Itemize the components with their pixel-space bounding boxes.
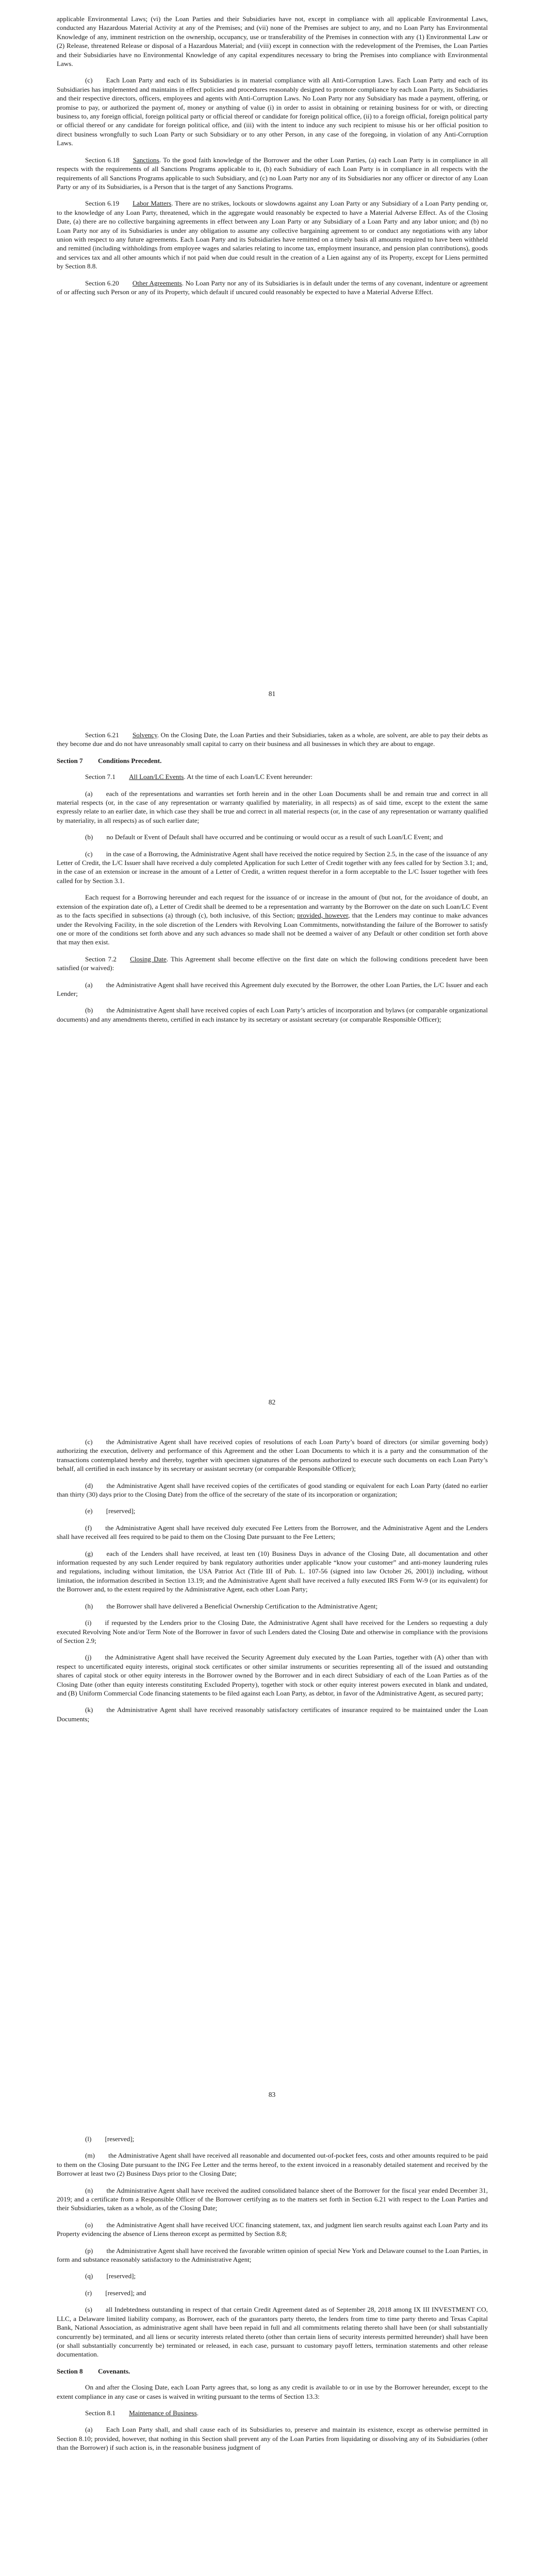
- section-7-1-item-b: (b) no Default or Event of Default shall have occurred and be continuing or would occur as a result of such Loan/LC Event; and: [85, 833, 443, 841]
- section-7-2-item-i: (i) if requested by the Lenders prior to the Closing Date, the Administrative Agent shall have received for the Lenders so requesting a duly executed Revolving Note and/or Term Note of the Borrower in favor of such Lenders dated the Closing Date and otherwise in compliance with the provisions of Section 2.9;: [57, 1619, 488, 1645]
- page-number-83: 83: [268, 2091, 276, 2098]
- section-7-2-item-e: (e) [reserved];: [85, 1507, 136, 1515]
- section-8-intro: On and after the Closing Date, each Loan Party agrees that, so long as any credit is available to or in use by the Borrower hereunder, except to the extent compliance in any case or cases is waived in writing pursuant to the terms of Section 13.3:: [57, 2383, 488, 2400]
- document-page-82: [0, 731, 544, 1031]
- section-7-2-item-s: (s) all Indebtedness outstanding in respect of that certain Credit Agreement dated as of September 28, 2018 among IX III INVESTMENT CO, LLC, a Delaware limited liability company, as Borrower, each of the guarantors party thereto, the lenders from time to time party thereto and Texas Capital Bank, National Association, as administrative agent shall have been repaid in full and all commitments relating thereto shall have been (or shall substantially concurrently be) terminated, and all liens or security interests related thereto (other than certain liens of security interests permitted hereunder) shall have been (or shall substantially concurrently be) terminated or released, in each case, pursuant to customary payoff letters, termination statements and other release documentation.: [57, 2306, 488, 2359]
- section-7-number: Section 7: [57, 756, 83, 765]
- section-6-19-labor-matters: [57, 199, 488, 270]
- section-6-19-body: . There are no strikes, lockouts or slowdowns against any Loan Party or any Subsidiary of a Loan Party pending or, to the knowledge of any Loan Party, threatened, which in the aggregate would reasonably be expected to have a Material Adverse Effect. As of the Closing Date, (a) there are no collective bargaining agreements in effect between any Loan Party or any Subsidiary of a Loan Party and any labor union; and (b) no Loan Party nor any of its Subsidiaries is under any obligation to assume any collective bargaining agreement to or conduct any negotiations with any labor union with respect to any future agreements. Each Loan Party and its Subsidiaries have remitted on a timely basis all amounts required to have been withheld and remitted (including withholdings from employee wages and salaries relating to income tax, employment insurance, and pension plan contributions), goods and services tax and all other amounts which if not paid when due could result in the creation of a Lien against any of its Property, except for Liens permitted by Section 8.8.: [57, 199, 488, 270]
- document-page-81: [0, 14, 544, 304]
- section-6-21-lead: Section 6.21: [85, 731, 133, 739]
- section-7-1-lead: Section 7.1: [85, 773, 129, 781]
- section-6-20-title: Other Agreements: [132, 279, 182, 287]
- section-7-2-item-f: (f) the Administrative Agent shall have received duly executed Fee Letters from the Borrower, and the Administrative Agent and the Lenders shall have received all fees required to be paid to them on the Closing Date pursuant to the Fee Letters;: [57, 1523, 488, 1541]
- section-6-20-lead: Section 6.20: [85, 279, 133, 287]
- section-8-heading: [57, 2367, 488, 2376]
- section-6-21-body: . On the Closing Date, the Loan Parties and their Subsidiaries, taken as a whole, are solvent, are able to pay their debts as they become due and do not have unreasonably small capital to carry on their business and all businesses in which they are about to engage.: [57, 731, 488, 748]
- section-7-2-item-a: (a) the Administrative Agent shall have received this Agreement duly executed by the Borrower, the other Loan Parties, the L/C Issuer and each Lender;: [57, 980, 488, 997]
- section-7-title: Conditions Precedent.: [98, 756, 162, 765]
- borrowing-request-lead: Each request for a Borrowing hereunder and each request for the issuance of or increase in the amount of (but not, for the avoidance of doubt, an extension of the expiration date of), a Letter of Credit shall be deemed to be a representation and warranty by the Borrower on the date on such Loan/LC Event as to the facts specified in subsections (a) through (c), both inclusive, of this Section;: [57, 893, 488, 920]
- section-6-18-title: Sanctions: [133, 156, 159, 164]
- section-6-21-solvency: [57, 731, 488, 749]
- section-7-2-item-h: (h) the Borrower shall have delivered a Beneficial Ownership Certification to the Administrative Agent;: [85, 1602, 378, 1610]
- section-8-1-item-a: (a) Each Loan Party shall, and shall cause each of its Subsidiaries to, preserve and maintain its existence, except as otherwise permitted in Section 8.10; provided, however, that nothing in this Section shall prevent any of the Loan Parties from liquidating or dissolving any of its Subsidiaries (other than the Borrower) if such action is, in the reasonable business judgment of: [57, 2426, 488, 2452]
- section-8-1-maintenance-of-business: [57, 2409, 488, 2417]
- section-7-2-body: . This Agreement shall become effective on the first date on which the following conditions precedent have been satisfied (or waived):: [57, 955, 488, 972]
- section-7-2-item-c: (c) the Administrative Agent shall have received copies of resolutions of each Loan Party’s board of directors (or similar governing body) authorizing the execution, delivery and performance of this Agreement and the other Loan Documents to which it is a party and the consummation of the transactions contemplated hereby and thereby, together with specimen signatures of the persons authorized to execute such documents on each Loan Party’s behalf, all certified in each instance by its secretary or assistant secretary (or comparable Responsible Officer);: [57, 1438, 488, 1473]
- paragraph-anti-corruption: (c) Each Loan Party and each of its Subsidiaries is in material compliance with all Anti-Corruption Laws. Each Loan Party and each of its Subsidiaries has implemented and maintains in effect policies and procedures reasonably designed to promote compliance by each Loan Party, its Subsidiaries and their respective directors, officers, employees and agents with Anti-Corruption Laws. No Loan Party nor any Subsidiary has made a payment, offering, or promise to pay, or authorized the payment of, money or anything of value (i) in order to assist in obtaining or retaining business for or with, or directing business to, any foreign official, foreign political party or official thereof or candidate for foreign political office, (ii) to a foreign official, foreign political party or official thereof or any candidate for foreign political office, and (iii) with the intent to induce any such recipient to misuse his or her official position to direct business wrongfully to such Loan Party or such Subsidiary or to any other Person, in any case of the foregoing, in violation of any Anti-Corruption Laws.: [57, 76, 488, 147]
- section-6-18-body: . To the good faith knowledge of the Borrower and the other Loan Parties, (a) each Loan Party is in compliance in all respects with the requirements of all Sanctions Programs applicable to it, (b) each Subsidiary of each Loan Party is in compliance in all respects with the requirements of all Sanctions Programs applicable to such Subsidiary, and (c) no Loan Party nor any of its Subsidiaries nor any officer or director of any Loan Party or any of its Subsidiaries, is a Person that is the target of any Sanctions Programs.: [57, 156, 488, 191]
- section-8-1-title: Maintenance of Business: [129, 2409, 197, 2417]
- section-8-number: Section 8: [57, 2367, 83, 2375]
- section-7-2-closing-date: [57, 955, 488, 973]
- section-7-1-item-a: (a) each of the representations and warranties set forth herein and in the other Loan Documents shall be and remain true and correct in all material respects (or, in the case of any representation or warranty qualified by materiality, in all respects) as of said time, except to the extent the same expressly relate to an earlier date, in which case they shall be true and correct in all material respects (or, in the case of any representation or warranty qualified by materiality, in all respects) as of such earlier date;: [57, 789, 488, 824]
- document-page-83: [0, 1437, 544, 1731]
- section-7-2-item-g: (g) each of the Lenders shall have received, at least ten (10) Business Days in advance of the Closing Date, all documentation and other information requested by any such Lender required by bank regulatory authorities under applicable “know your customer” and anti-money laundering rules and regulations, including without limitation, the USA Patriot Act (Title III of Pub. L. 107-56 (signed into law October 26, 2001)) including, without limitation, the information described in Section 13.19; and the Administrative Agent shall have received a fully executed IRS Form W-9 (or its equivalent) for the Borrower and, to the extent required by the Administrative Agent, each other Loan Party;: [57, 1549, 488, 1594]
- section-7-2-item-o: (o) the Administrative Agent shall have received UCC financing statement, tax, and judgment lien search results against each Loan Party and its Property evidencing the absence of Liens thereon except as permitted by Section 8.8;: [57, 2221, 488, 2238]
- section-8-title: Covenants.: [98, 2367, 130, 2375]
- document-page-84: [0, 2134, 544, 2460]
- section-7-2-item-d: (d) the Administrative Agent shall have received copies of the certificates of good standing or equivalent for each Loan Party (dated no earlier than thirty (30) days prior to the Closing Date) from the office of the secretary of the state of its incorporation or organization;: [57, 1481, 488, 1499]
- section-7-2-item-p: (p) the Administrative Agent shall have received the favorable written opinion of special New York and Delaware counsel to the Loan Parties, in form and substance reasonably satisfactory to the Administrative Agent;: [57, 2246, 488, 2264]
- section-7-1-item-c: (c) in the case of a Borrowing, the Administrative Agent shall have received the notice required by Section 2.5, in the case of the issuance of any Letter of Credit, the L/C Issuer shall have received a duly completed Application for such Letter of Credit together with any fees called for by Section 3.1; and, in the case of an extension or increase in the amount of a Letter of Credit, a written request therefor in a form acceptable to the L/C Issuer together with fees called for by Section 3.1.: [57, 850, 488, 885]
- page-number-81: 81: [268, 690, 276, 698]
- section-7-2-item-k: (k) the Administrative Agent shall have received reasonably satisfactory certificates of insurance required to be maintained under the Loan Documents;: [57, 1706, 488, 1723]
- section-7-1-all-loan-lc-events: [57, 772, 488, 781]
- section-6-18-sanctions: [57, 156, 488, 192]
- section-7-2-item-q: (q) [reserved];: [85, 2272, 136, 2280]
- section-6-19-lead: Section 6.19: [85, 199, 133, 208]
- section-7-2-title: Closing Date: [130, 955, 167, 963]
- section-6-20-other-agreements: [57, 279, 488, 297]
- section-7-2-item-n: (n) the Administrative Agent shall have received the audited consolidated balance sheet of the Borrower for the fiscal year ended December 31, 2019; and a certificate from a Responsible Officer of the Borrower certifying as to the matters set forth in Section 6.21 with respect to the Loan Parties and their Subsidiaries, taken as a whole, as of the Closing Date;: [57, 2186, 488, 2212]
- section-7-2-item-b: (b) the Administrative Agent shall have received copies of each Loan Party’s articles of incorporation and bylaws (or comparable organizational documents) and any amendments thereto, certified in each instance by its secretary or assistant secretary (or comparable Responsible Officer);: [57, 1006, 488, 1023]
- section-7-2-item-r: (r) [reserved]; and: [85, 2289, 146, 2297]
- section-6-19-title: Labor Matters: [133, 199, 172, 208]
- section-7-2-item-m: (m) the Administrative Agent shall have received all reasonable and documented out-of-pocket fees, costs and other amounts required to be paid to them on the Closing Date pursuant to the ING Fee Letter and the terms hereof, to the extent invoiced in a reasonably detailed statement and received by the Borrower at least two (2) Business Days prior to the Closing Date;: [57, 2151, 488, 2178]
- section-7-1-body: . At the time of each Loan/LC Event hereunder:: [184, 773, 313, 781]
- borrowing-request-paragraph: [57, 893, 488, 946]
- borrowing-request-proviso: provided, however: [297, 911, 349, 920]
- paragraph-environmental-continued: applicable Environmental Laws; (vi) the Loan Parties and their Subsidiaries have not, except in compliance with all applicable Environmental Laws, conducted any Hazardous Material Activity at any of the Premises; and (vii) none of the Premises are subject to any, and no Loan Party has Environmental Knowledge of any, imminent restriction on the ownership, occupancy, use or transferability of the Premises in connection with any (1) Environmental Law or (2) Release, threatened Release or disposal of a Hazardous Material; and (viii) except in connection with the redevelopment of the Premises, the Loan Parties and their Subsidiaries have no Environmental Knowledge of any capital expenditures necessary to bring the Premises into compliance with Environmental Laws.: [57, 15, 488, 68]
- section-8-1-lead: Section 8.1: [85, 2409, 129, 2417]
- section-8-1-body: .: [196, 2409, 199, 2417]
- page-number-82: 82: [268, 1398, 276, 1406]
- section-7-1-title: All Loan/LC Events: [129, 773, 184, 781]
- section-7-2-item-l: (l) [reserved];: [85, 2135, 135, 2143]
- section-6-18-lead: Section 6.18: [85, 156, 133, 164]
- section-6-20-body: . No Loan Party nor any of its Subsidiaries is in default under the terms of any covenant, indenture or agreement of or affecting such Person or any of its Property, which default if uncured could reasonably be expected to have a Material Adverse Effect.: [57, 279, 488, 296]
- borrowing-request-rest: , that the Lenders may continue to make advances under the Revolving Facility, in the sole discretion of the Lenders with Revolving Loan Commitments, notwithstanding the failure of the Borrower to satisfy one or more of the conditions set forth above and any such advances so made shall not be deemed a waiver of any Default or other condition set forth above that may then exist.: [57, 911, 488, 946]
- section-7-2-lead: Section 7.2: [85, 955, 130, 963]
- section-6-21-title: Solvency: [132, 731, 157, 739]
- section-7-heading: [57, 756, 488, 765]
- section-7-2-item-j: (j) the Administrative Agent shall have received the Security Agreement duly executed by the Loan Parties, together with (A) other than with respect to uncertificated equity interests, original stock certificates or other similar instruments or securities representing all of the issued and outstanding shares of capital stock or other equity interests in the Borrower owned by the Borrower and in each direct Subsidiary of each of the Loan Parties as of the Closing Date (other than equity interests constituting Excluded Property), together with stock or other equity interest powers executed in blank and undated, and (B) Uniform Commercial Code financing statements to be filed against each Loan Party, as debtor, in favor of the Administrative Agent, as secured party;: [57, 1653, 488, 1697]
